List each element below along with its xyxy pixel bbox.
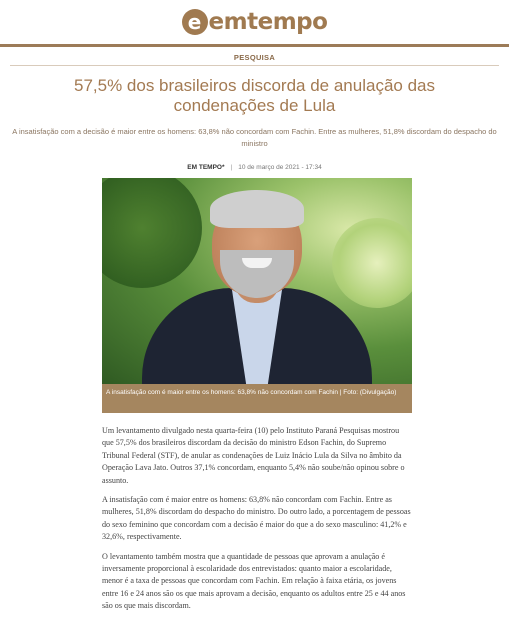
logo-text: emtempo	[208, 9, 328, 35]
photo-caption: A insatisfação com é maior entre os homens: 63,8% não concordam com Fachin | Foto: (Divulgação)	[102, 384, 412, 413]
logo-mark-icon: e	[182, 9, 208, 35]
article-paragraph: A insatisfação com é maior entre os homens: 63,8% não concordam com Fachin. Entre as mulheres, 51,8% discordam do despacho do ministro. Do outro lado, a porcentagem de pessoas do sexo feminino que concordam com a decisão é maior do que a do sexo masculino: 41,2% e 32,6%, respectivamente.	[102, 495, 411, 542]
article-author[interactable]: EM TEMPO*	[187, 164, 225, 171]
site-header	[0, 0, 509, 44]
article-meta	[0, 164, 509, 171]
article-date: 10 de março de 2021 - 17:34	[238, 164, 322, 171]
article-paragraph: O levantamento também mostra que a quantidade de pessoas que aprovam a anulação é inversamente proporcional à escolaridade dos entrevistados: quanto maior a escolaridade, menor é a taxa de pessoas que concordam com Fachin. Em relação à faixa etária, os jovens entre 16 e 24 anos são os que mais aprovam a decisão, enquanto os adultos entre 25 e 44 anos são os que mais discordam.	[102, 551, 406, 611]
article-headline: 57,5% dos brasileiros discorda de anulação das condenações de Lula	[73, 76, 435, 115]
section-tag[interactable]: PESQUISA	[233, 53, 276, 62]
section-divider	[10, 65, 499, 66]
article-paragraph: Um levantamento divulgado nesta quarta-feira (10) pelo Instituto Paraná Pesquisas mostrou que 57,5% dos brasileiros discordam da decisão do ministro Edson Fachin, do Supremo Tribunal Federal (STF), de anular as condenações de Luiz Inácio Lula da Silva no âmbito da Operação Lava Jato. Outros 37,1% concordam, enquanto 5,4% não soube/não opinou sobre o assunto.	[102, 426, 405, 485]
article-figure	[102, 178, 412, 413]
article-photo	[102, 178, 412, 384]
site-logo[interactable]	[182, 9, 328, 35]
article-subtitle: A insatisfação com a decisão é maior entre os homens: 63,8% não concordam com Fachin. Entre as mulheres, 51,8% discordam do despacho do ministro	[12, 127, 497, 148]
header-divider	[0, 44, 509, 47]
article-body	[102, 425, 412, 620]
meta-separator: |	[230, 164, 233, 171]
